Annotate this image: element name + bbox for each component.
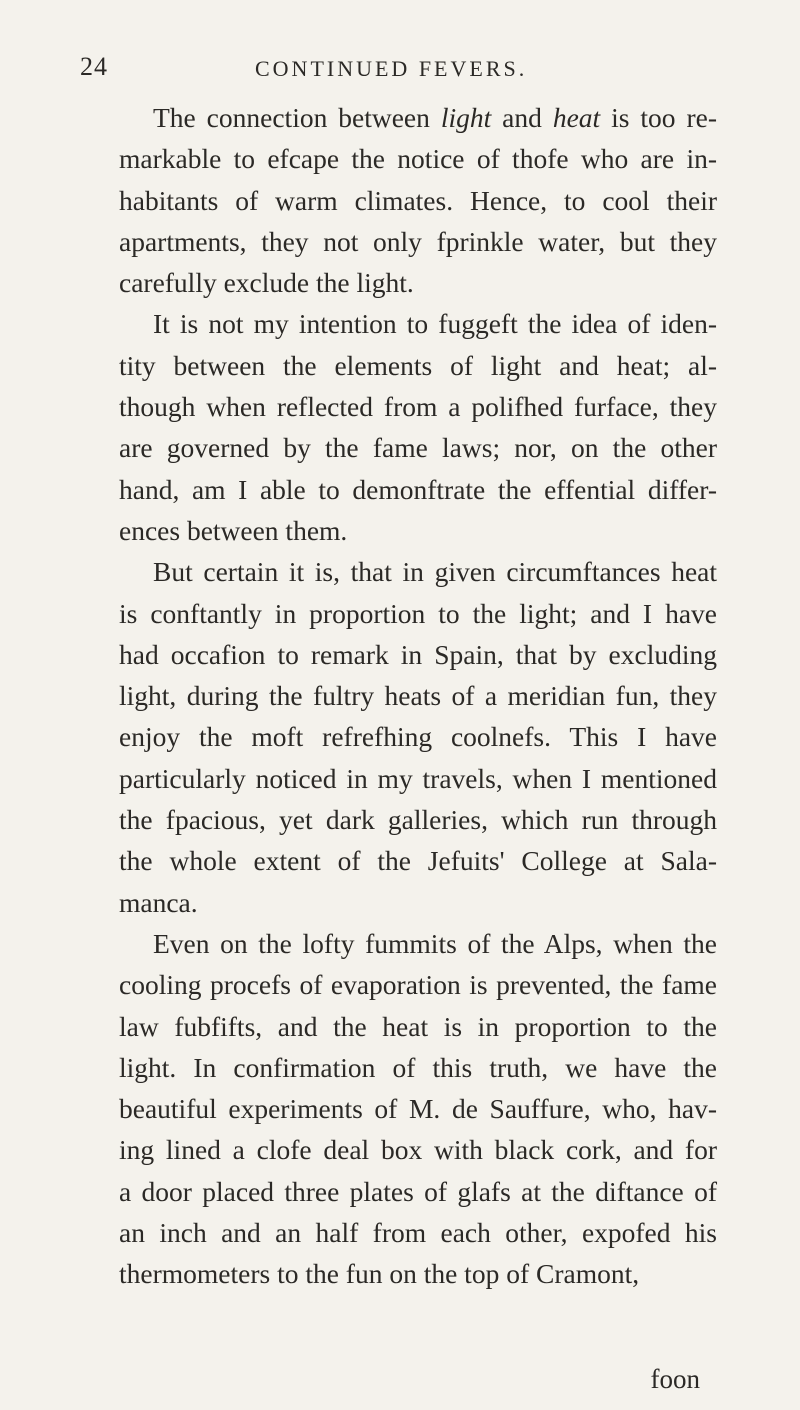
body-text [85, 97, 717, 1295]
text-line: an inch and an half from each other, expofed his [119, 1217, 717, 1249]
text-line: ing lined a clofe deal box with black cork, and for [119, 1134, 717, 1166]
paragraph [85, 303, 717, 551]
italic-term: light [440, 102, 492, 133]
text-line: cooling procefs of evaporation is prevented, the fame [119, 969, 717, 1001]
text-line: particularly noticed in my travels, when I mentioned [119, 762, 717, 794]
text-line: Even on the lofty fummits of the Alps, when the [153, 927, 717, 959]
text-line: light. In confirmation of this truth, we have the [119, 1051, 717, 1083]
page-number: 24 [80, 52, 108, 81]
text-line: beautiful experiments of M. de Sauffure, who, hav- [119, 1093, 717, 1125]
text-line: But certain it is, that in given circumftances heat [153, 556, 717, 588]
text-line: law fubfifts, and the heat is in proportion to the [119, 1010, 717, 1042]
text-line: the whole extent of the Jefuits' College at Sala- [119, 845, 717, 877]
text-line: are governed by the fame laws; nor, on the other [119, 432, 717, 464]
text-line: a door placed three plates of glafs at the diftance of [119, 1175, 717, 1207]
paragraph [85, 923, 717, 1295]
running-head: CONTINUED FEVERS. [255, 56, 528, 81]
catchword: foon [650, 1364, 700, 1394]
text-line: enjoy the moft refrefhing coolnefs. This I have [119, 721, 717, 753]
italic-term: heat [552, 102, 601, 133]
text-line: markable to efcape the notice of thofe who are in- [119, 143, 717, 175]
text-line: though when reflected from a polifhed furface, they [119, 391, 717, 423]
text-line: apartments, they not only fprinkle water, but they [119, 225, 717, 257]
paragraph [85, 97, 717, 303]
text-line: It is not my intention to fuggeft the idea of iden- [153, 308, 717, 340]
text-line: thermometers to the fun on the top of Cramont, [119, 1258, 640, 1290]
text-line: tity between the elements of light and heat; al- [119, 349, 717, 381]
text-line: manca. [119, 886, 198, 918]
text-line: The connection between light and heat is too re- [153, 102, 717, 133]
text-line: habitants of warm climates. Hence, to cool their [119, 184, 717, 216]
text-line: ences between them. [119, 514, 348, 546]
text-line: carefully exclude the light. [119, 267, 414, 299]
text-line: light, during the fultry heats of a meridian fun, they [119, 680, 717, 712]
paragraph [85, 551, 717, 923]
page-header [80, 52, 730, 92]
text-line: is conftantly in proportion to the light; and I have [119, 597, 717, 629]
text-line: had occafion to remark in Spain, that by excluding [119, 638, 717, 670]
text-line: the fpacious, yet dark galleries, which run through [119, 804, 717, 836]
text-line: hand, am I able to demonftrate the effential differ- [119, 473, 717, 505]
